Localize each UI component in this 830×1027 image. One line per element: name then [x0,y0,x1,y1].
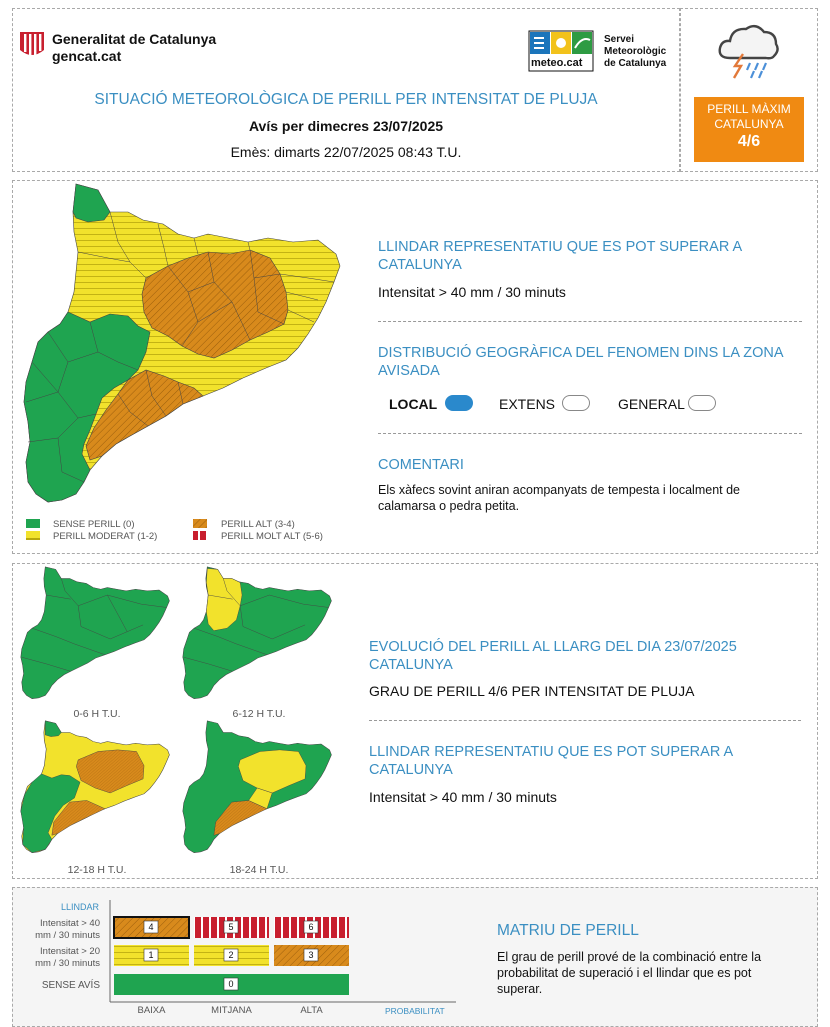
servei-line2: Meteorològic [604,46,667,57]
evolution-llindar-value: Intensitat > 40 mm / 30 minuts [369,789,557,805]
dist-general-pill [688,395,716,411]
matrix-grid [108,900,458,1006]
matrix-num-2: 2 [228,950,234,960]
matrix-row-high-line2: mm / 30 minuts [35,930,100,941]
legend-molt-alt: PERILL MOLT ALT (5-6) [221,531,323,542]
legend-red-swatch [193,531,207,540]
legend-green-swatch [26,519,40,528]
emes-date: Emès: dimarts 22/07/2025 08:43 T.U. [230,144,462,160]
dist-local-pill [445,395,473,411]
llindar-value: Intensitat > 40 mm / 30 minuts [378,284,566,300]
matrix-title: MATRIU DE PERILL [497,922,639,939]
divider [378,321,802,322]
matrix-num-0: 0 [228,979,234,989]
dist-general-label: GENERAL [618,396,685,412]
avis-date: Avís per dimecres 23/07/2025 [248,118,444,134]
evo-label-6-12: 6-12 H T.U. [232,708,286,720]
meteocat-label: meteo.cat [531,57,583,69]
dist-extens-label: EXTENS [499,396,556,412]
matrix-row-none: SENSE AVÍS [41,980,100,991]
comentari-text: Els xàfecs sovint aniran acompanyats de tempesta i localment de calamarsa o pedra petita. [378,483,740,513]
generalitat-logo [19,30,45,60]
matrix-num-4: 4 [148,922,154,932]
evolution-llindar-title: LLINDAR REPRESENTATIU QUE ES POT SUPERAR A CATALUNYA [369,744,733,778]
catalonia-main-map [18,182,354,510]
evo-map-12-18 [18,720,176,856]
matrix-axis-alta: ALTA [300,1005,323,1016]
max-danger-badge [694,97,804,162]
matrix-num-1: 1 [148,950,154,960]
matrix-row-low-line1: Intensitat > 20 [40,946,100,957]
evolution-title: EVOLUCIÓ DEL PERILL AL LLARG DEL DIA 23/07/2025 CATALUNYA [369,639,737,673]
matrix-row-high-line1: Intensitat > 40 [40,918,100,929]
legend-alt: PERILL ALT (3-4) [221,519,295,530]
legend-orange-swatch [193,519,207,528]
llindar-title: LLINDAR REPRESENTATIU QUE ES POT SUPERAR A CATALUNYA [378,239,742,273]
gencat-site: gencat.cat [52,48,122,64]
matrix-axis-probabilitat: PROBABILITAT [385,1006,445,1016]
legend-moderat: PERILL MODERAT (1-2) [53,531,158,542]
distribucio-title: DISTRIBUCIÓ GEOGRÀFICA DEL FENOMEN DINS LA ZONA AVISADA [378,345,783,379]
legend-sense: SENSE PERILL (0) [53,519,135,530]
matrix-num-3: 3 [308,950,314,960]
max-danger-value: 4/6 [737,133,761,150]
divider [378,433,802,434]
matrix-row-low-line2: mm / 30 minuts [35,958,100,969]
page-title: SITUACIÓ METEOROLÒGICA DE PERILL PER INTENSITAT DE PLUJA [94,91,598,108]
evolution-grau: GRAU DE PERILL 4/6 PER INTENSITAT DE PLUJA [369,683,695,699]
dist-extens-pill [562,395,590,411]
storm-cloud-icon [716,18,782,80]
matrix-axis-baixa: BAIXA [137,1005,166,1016]
max-danger-line2: CATALUNYA [714,117,784,131]
evo-label-18-24: 18-24 H T.U. [229,864,289,876]
matrix-axis-mitjana: MITJANA [211,1005,252,1016]
comentari-title: COMENTARI [378,457,464,473]
matrix-llindar-header: LLINDAR [61,902,100,912]
map-zone-aran [73,184,110,222]
generalitat-name: Generalitat de Catalunya [52,31,217,47]
evo-map-0-6 [18,566,176,702]
evo-map-6-12 [180,566,338,702]
matrix-num-5: 5 [228,922,234,932]
evo-label-12-18: 12-18 H T.U. [67,864,127,876]
servei-line1: Servei [604,34,635,45]
max-danger-line1: PERILL MÀXIM [707,102,791,116]
senyera-icon [19,30,45,60]
matrix-text: El grau de perill prové de la combinació entre la probabilitat de superació i el llindar que es pot superar. [497,950,762,996]
matrix-num-6: 6 [308,922,314,932]
dist-local-label: LOCAL [389,396,438,412]
divider [369,720,801,721]
legend-yellow-swatch [26,531,40,540]
evo-map-18-24 [180,720,338,856]
servei-line3: de Catalunya [604,58,667,69]
evo-label-0-6: 0-6 H T.U. [73,708,121,720]
